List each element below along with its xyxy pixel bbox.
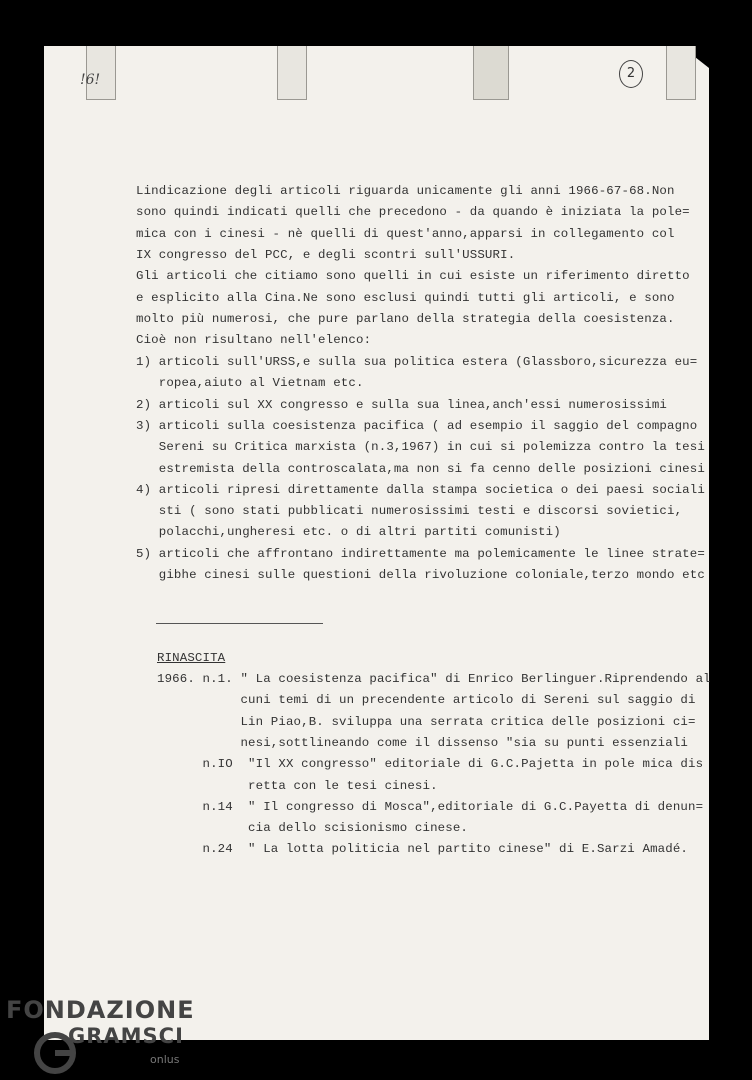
intro-line: e esplicito alla Cina.Ne sono esclusi quindi tutti gli articoli, e sono [136, 290, 675, 305]
rinascita-line: cia dello scisionismo cinese. [157, 821, 469, 836]
rinascita-line: cuni temi di un precendente articolo di Sereni sul saggio di [157, 693, 696, 708]
list-line: 3) articoli sulla coesistenza pacifica ( ad esempio il saggio del compagno [136, 418, 698, 433]
list-line: polacchi,ungheresi etc. o di altri partiti comunisti) [136, 525, 561, 540]
margin-mark: !6! [80, 72, 101, 88]
list-line: gibhe cinesi sulle questioni della rivoluzione coloniale,terzo mondo etc [136, 568, 705, 582]
watermark-onlus: onlus [150, 1053, 180, 1066]
list-line: sti ( sono stati pubblicati numerosissimi testi e discorsi sovietici, [136, 504, 683, 519]
rinascita-line: 1966. n.1. " La coesistenza pacifica" di Enrico Berlinguer.Riprendendo al [157, 672, 711, 686]
binder-tab [277, 46, 307, 100]
watermark-gramsci: GRAMSCI [68, 1024, 184, 1048]
list-line: 2) articoli sul XX congresso e sulla sua linea,anch'essi numerosissimi [136, 397, 667, 412]
list-line: Sereni su Critica marxista (n.3,1967) in cui si polemizza contro la tesi [136, 440, 705, 455]
list-line: estremista della controscalata,ma non si fa cenno delle posizioni cinesi [136, 461, 705, 476]
rinascita-line: n.14 " Il congresso di Mosca",editoriale di G.C.Payetta di denun= [157, 799, 704, 814]
intro-line: mica con i cinesi - nè quelli di quest'anno,apparsi in collegamento col [136, 226, 675, 241]
rinascita-line: n.24 " La lotta politicia nel partito cinese" di E.Sarzi Amadé. [157, 842, 688, 857]
rinascita-line: retta con le tesi cinesi. [157, 778, 438, 793]
intro-line: sono quindi indicati quelli che precedono - da quando è iniziata la pole= [136, 205, 690, 220]
watermark-foundation: FONDAZIONE [6, 996, 195, 1024]
intro-line: IX congresso del PCC, e degli scontri sull'USSURI. [136, 247, 516, 262]
section-divider [156, 623, 323, 624]
rinascita-line: nesi,sottlineando come il dissenso "sia su punti essenziali [157, 735, 688, 750]
page-number: 2 [619, 60, 643, 88]
list-line: 1) articoli sull'URSS,e sulla sua politica estera (Glassboro,sicurezza eu= [136, 355, 698, 369]
section-heading-rinascita: RINASCITA [157, 651, 226, 665]
rinascita-line: n.IO "Il XX congresso" editoriale di G.C.Pajetta in pole mica dis [157, 757, 704, 772]
list-line: 4) articoli ripresi direttamente dalla stampa societica o dei paesi sociali [136, 482, 705, 497]
binder-tab [666, 46, 696, 100]
list-line: 5) articoli che affrontano indirettamente ma polemicamente le linee strate= [136, 546, 705, 561]
intro-line: molto più numerosi, che pure parlano della strategia della coesistenza. [136, 311, 675, 326]
intro-line: Lindicazione degli articoli riguarda unicamente gli anni 1966-67-68.Non [136, 184, 675, 198]
rinascita-line: Lin Piao,B. sviluppa una serrata critica delle posizioni ci= [157, 714, 696, 729]
intro-line: Gli articoli che citiamo sono quelli in cui esiste un riferimento diretto [136, 269, 690, 284]
list-line: ropea,aiuto al Vietnam etc. [136, 376, 364, 391]
binder-tab [473, 46, 509, 100]
intro-line: Cioè non risultano nell'elenco: [136, 333, 372, 348]
